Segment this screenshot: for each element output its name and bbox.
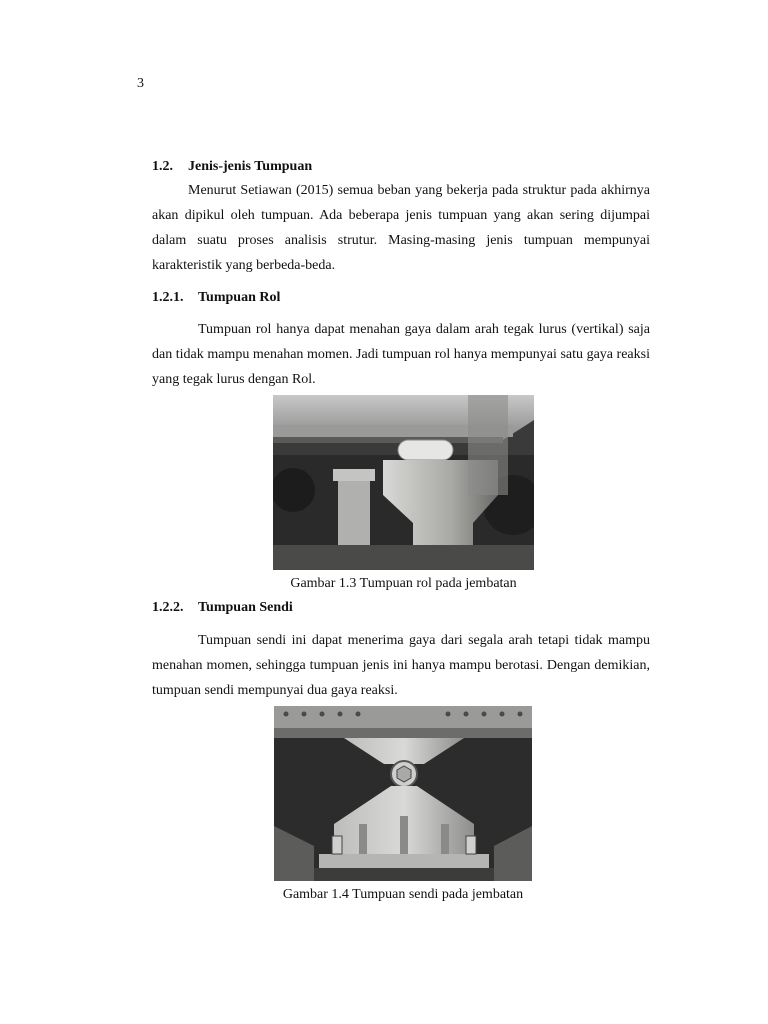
subsection-rol-number: 1.2.1.: [152, 290, 184, 305]
section-title: Jenis-jenis Tumpuan: [188, 159, 313, 174]
figure-1-3-caption: Gambar 1.3 Tumpuan rol pada jembatan: [290, 576, 517, 591]
pin-support-image: [274, 706, 532, 881]
subsection-sendi-number: 1.2.2.: [152, 600, 184, 615]
section-heading: [152, 159, 312, 175]
section-number: 1.2.: [152, 159, 173, 174]
figure-1-4-caption: Gambar 1.4 Tumpuan sendi pada jembatan: [282, 887, 524, 902]
subsection-sendi-title: Tumpuan Sendi: [198, 600, 293, 615]
section-paragraph: Menurut Setiawan (2015) semua beban yang bekerja pada struktur pada akhirnya akan dipikul oleh tumpuan. Ada beberapa jenis tumpuan yang akan sering dijumpai dalam suatu proses analisis strutur. Masing-masing jenis tumpuan mempunyai karakteristik yang berbeda-beda.: [152, 183, 650, 273]
subsection-sendi-heading: [152, 600, 293, 616]
roller-support-image: [273, 395, 534, 570]
pin-support-photo: [274, 706, 532, 881]
roller-support-photo: [273, 395, 534, 570]
subsection-rol-paragraph: Tumpuan rol hanya dapat menahan gaya dalam arah tegak lurus (vertikal) saja dan tidak mampu menahan momen. Jadi tumpuan rol hanya mempunyai satu gaya reaksi yang tegak lurus dengan Rol.: [152, 322, 650, 387]
subsection-rol-title: Tumpuan Rol: [198, 290, 281, 305]
subsection-rol-heading: [152, 290, 280, 306]
subsection-sendi-paragraph: Tumpuan sendi ini dapat menerima gaya dari segala arah tetapi tidak mampu menahan momen, sehingga tumpuan jenis ini hanya mampu berotasi. Dengan demikian, tumpuan sendi mempunyai dua gaya reaksi.: [152, 633, 650, 698]
page-number: 3: [137, 76, 144, 91]
